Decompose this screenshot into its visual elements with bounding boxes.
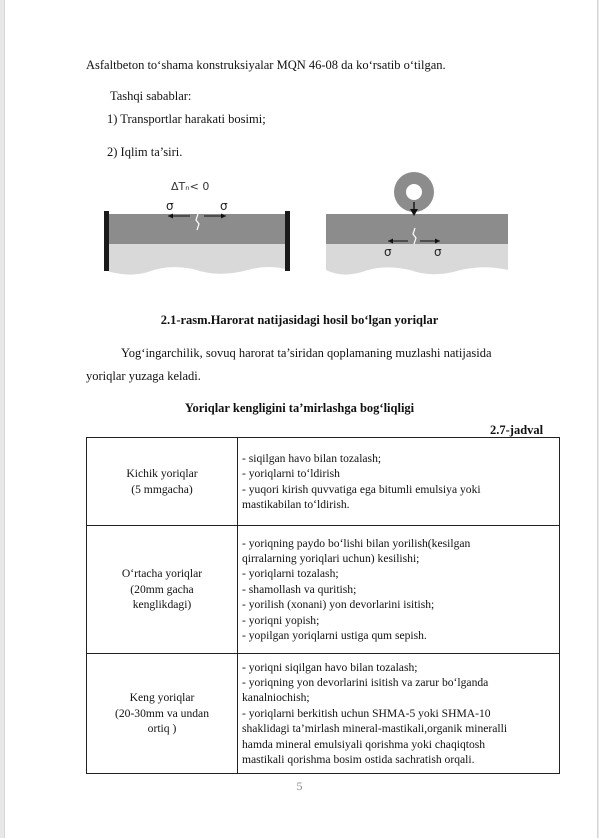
action-line: - yoriqni siqilgan havo bilan tozalash; — [242, 660, 418, 674]
table-row — [87, 654, 560, 774]
sigma-left: σ — [384, 245, 392, 259]
action-line: kanalniochish; — [242, 691, 310, 705]
paragraph-external-causes: Tashqi sabablar: — [110, 89, 192, 103]
action-line: - yorilish (xonani) yon devorlarini isitish; — [242, 598, 435, 612]
crack-type-size: (20-30mm va undan — [114, 706, 210, 720]
row-type-cell — [87, 438, 238, 526]
sigma-right: σ — [434, 245, 442, 259]
paragraph-cracks-line2: yoriqlar yuzaga keladi. — [86, 369, 201, 383]
action-line: mastikabilan to‘ldirish. — [242, 497, 350, 511]
sigma-left: σ — [166, 199, 174, 213]
sigma-right: σ — [220, 199, 228, 213]
action-line: shaklidagi ta’mirlash mineral-mastikali,organik mineralli — [242, 722, 508, 736]
action-line: - yoriqlarni tozalash; — [242, 567, 339, 581]
crack-type-name: O‘rtacha yoriqlar — [121, 567, 203, 581]
right-post — [285, 211, 290, 271]
paragraph-standard: Asfaltbeton to‘shama konstruksiyalar MQN 46-08 da ko‘rsatib o‘tilgan. — [86, 58, 446, 72]
soil-layer — [104, 244, 290, 275]
table-row — [87, 526, 560, 654]
action-line: - yopilgan yoriqlarni ustiga qum sepish. — [242, 629, 427, 643]
action-line: - yoriqni yopish; — [242, 613, 320, 627]
row-actions-cell — [238, 526, 560, 654]
action-line: - yuqori kirish quvvatiga ega bitumli emulsiya yoki — [242, 482, 481, 496]
crack-type-size: (5 mmgacha) — [131, 482, 193, 496]
action-line: - yoriqlarni berkitish uchun SHMA-5 yoki SHMA-10 — [242, 706, 491, 720]
action-line: - yoriqning yon devorlarini isitish va zarur bo‘lganda — [242, 675, 489, 689]
soil-layer — [326, 244, 508, 275]
list-item-climate: 2) Iqlim ta’siri. — [107, 145, 183, 159]
paragraph-cracks-line1: Yog‘ingarchilik, sovuq harorat ta’siridan qoplamaning muzlashi natijasida — [121, 346, 492, 360]
action-line: mastikali qorishma bosim ostida sachratish orqali. — [242, 753, 475, 767]
figure-temperature-crack — [98, 172, 298, 282]
action-line: - yoriqlarni to‘ldirish — [242, 467, 340, 481]
delta-t-label: ΔTₙ< 0 — [171, 180, 210, 193]
figure-caption: 2.1-rasm.Harorat natijasidagi hosil bo‘lgan yoriqlar — [160, 313, 439, 327]
crack-type-size-cont: kenglikdagi) — [132, 598, 192, 612]
crack-type-name: Keng yoriqlar — [129, 691, 195, 705]
table-row — [87, 438, 560, 526]
action-line: - shamollash va quritish; — [242, 582, 357, 596]
crack-type-name: Kichik yoriqlar — [126, 467, 198, 481]
list-item-transport: 1) Transportlar harakati bosimi; — [107, 112, 266, 126]
crack-type-size-cont: ortiq ) — [147, 722, 177, 736]
crack-type-size: (20mm gacha — [130, 582, 194, 596]
row-type-cell — [87, 654, 238, 774]
table-number: 2.7-jadval — [490, 423, 544, 437]
row-actions-cell — [238, 654, 560, 774]
repair-table — [86, 437, 560, 774]
figure-load-crack — [322, 172, 512, 282]
left-post — [104, 211, 109, 271]
action-line: - siqilgan havo bilan tozalash; — [242, 451, 382, 465]
asphalt-layer — [326, 214, 508, 244]
table-title: Yoriqlar kengligini ta’mirlashga bog‘liqligi — [184, 401, 415, 415]
action-line: - yoriqning paydo bo‘lishi bilan yorilish(kesilgan — [242, 536, 471, 550]
action-line: qirralarning yoriqlari uchun) kesilishi; — [242, 551, 420, 565]
action-line: hamda mineral emulsiyali qorishma yoki chaqiqtosh — [242, 737, 486, 751]
row-actions-cell — [238, 438, 560, 526]
row-type-cell — [87, 526, 238, 654]
page-number: 5 — [296, 779, 303, 793]
